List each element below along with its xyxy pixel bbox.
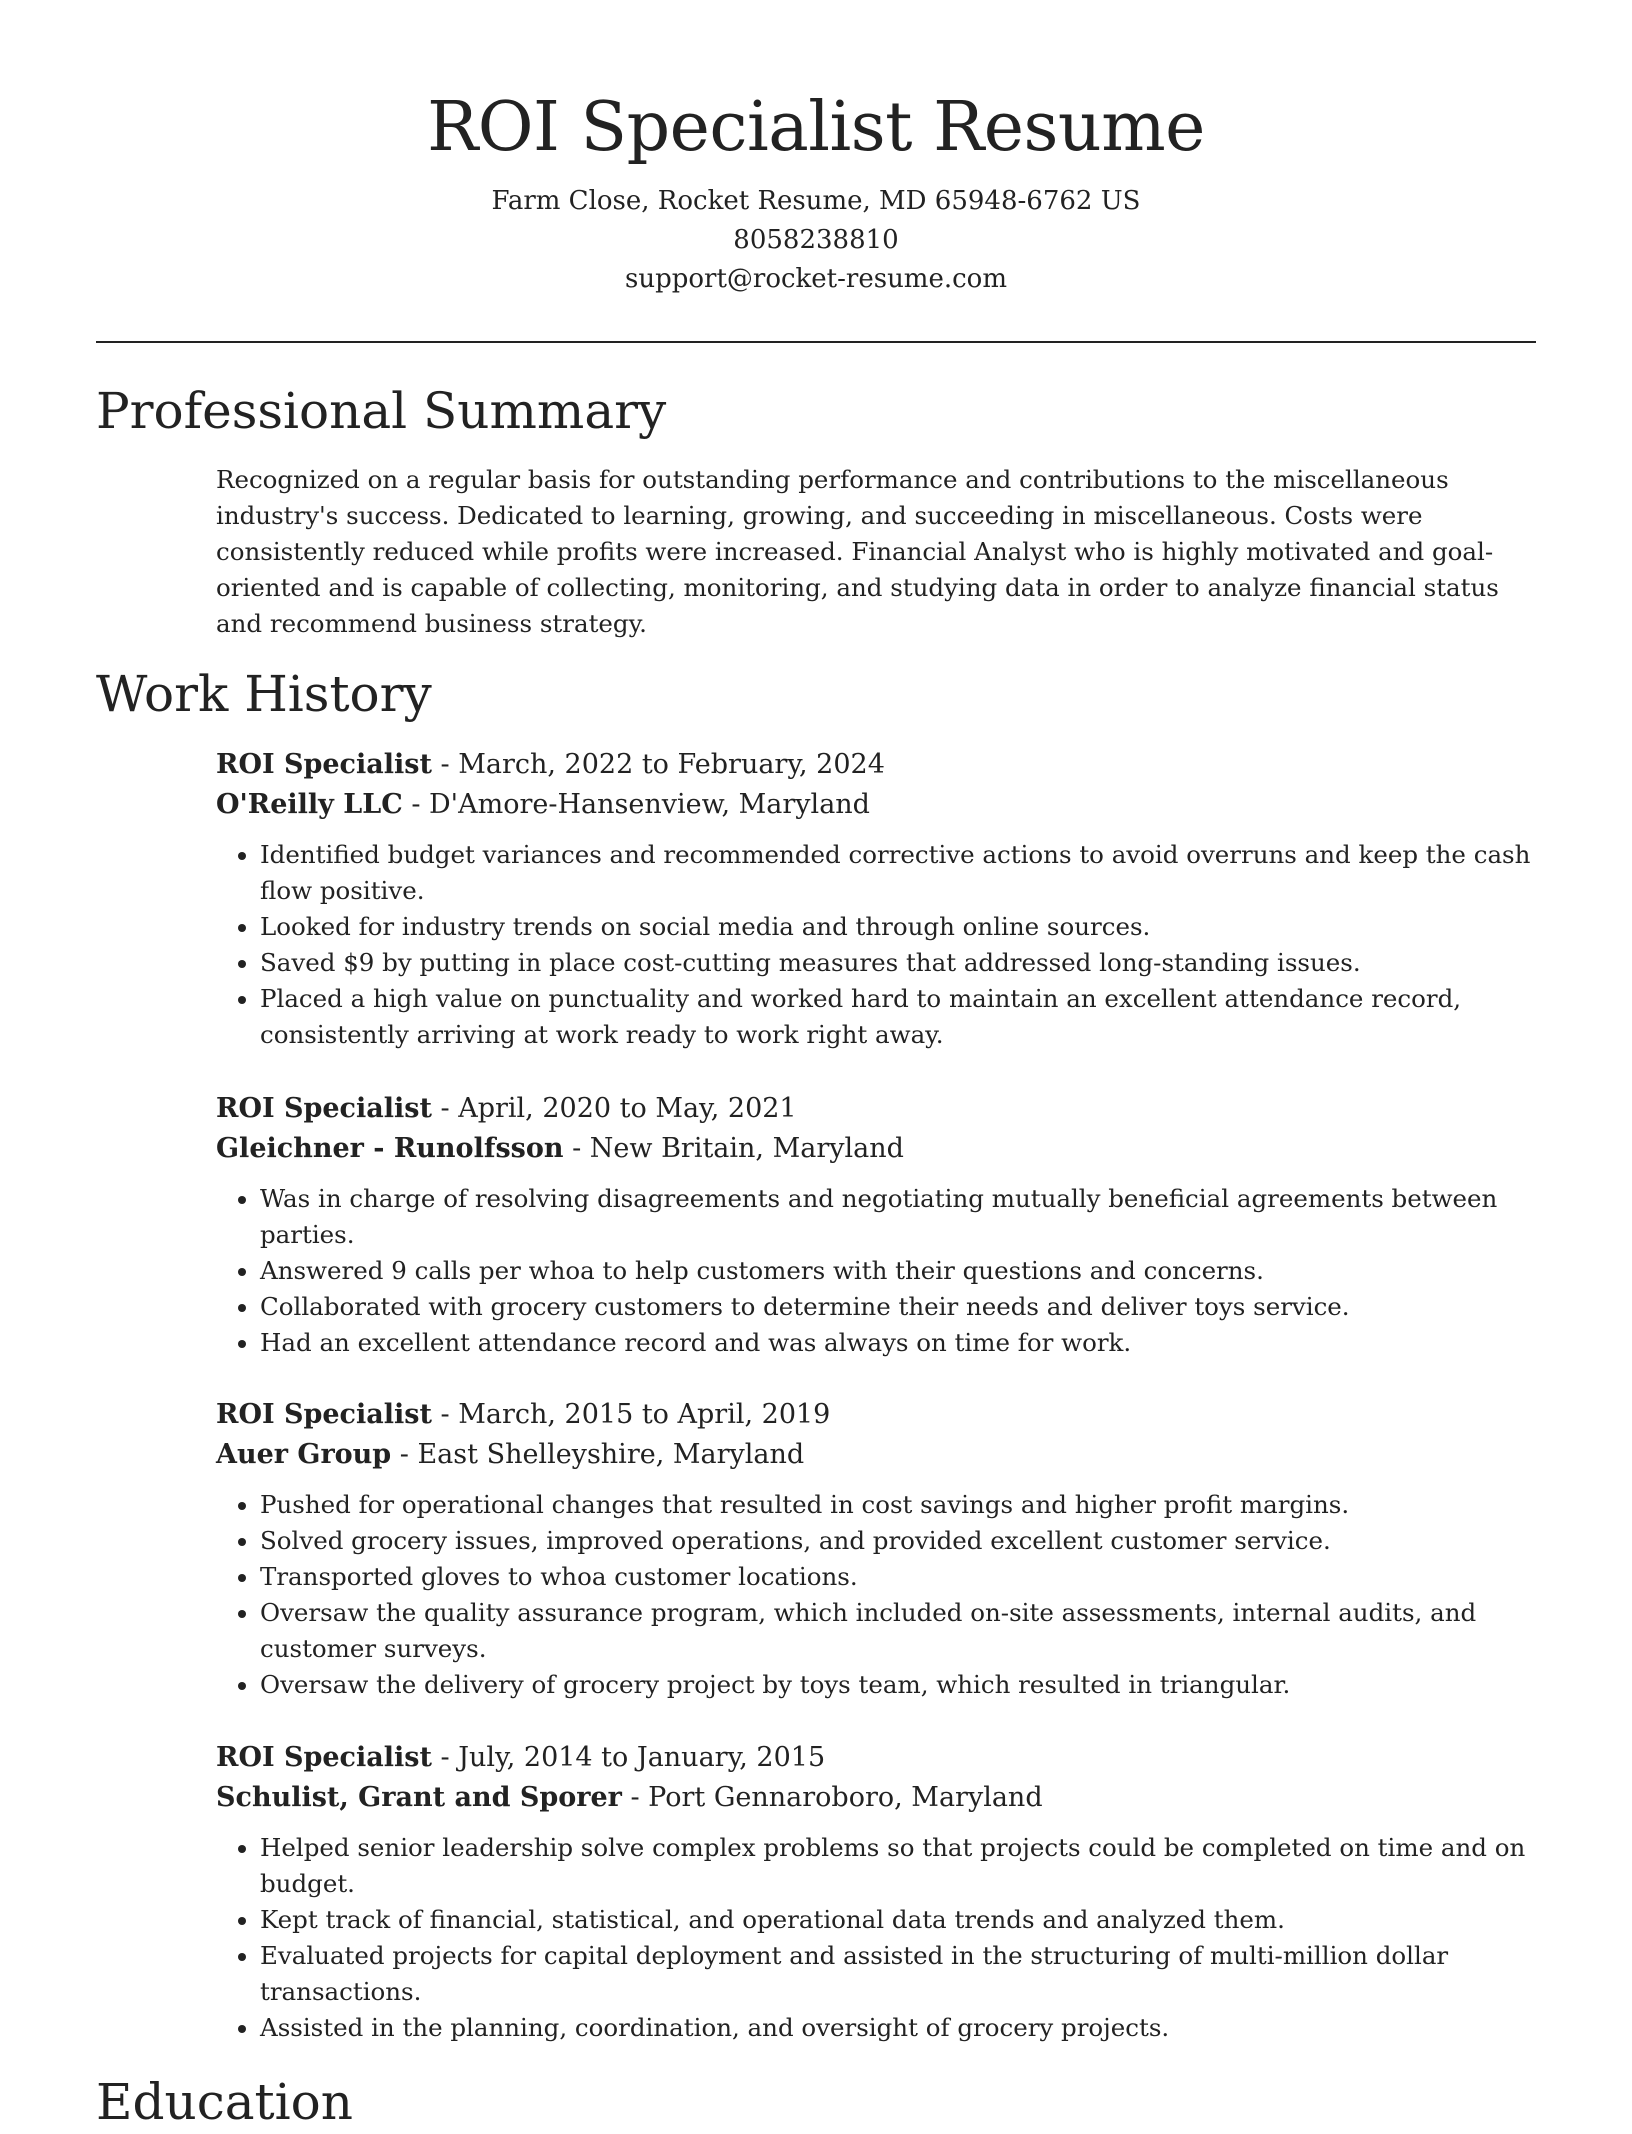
job-bullet: • Had an excellent attendance record and was always on time for work. [260, 1325, 1536, 1361]
job-location: - D'Amore-Hansenview, Maryland [402, 789, 870, 820]
job-title-line [216, 1738, 1536, 1778]
job-location: - New Britain, Maryland [563, 1133, 904, 1164]
job-title-line [216, 1089, 1536, 1129]
job-location: - East Shelleyshire, Maryland [391, 1439, 805, 1470]
job-bullet: • Identified budget variances and recommended corrective actions to avoid overruns and keep the cash flow positive. [260, 837, 1536, 909]
job-bullet: • Kept track of financial, statistical, and operational data trends and analyzed them. [260, 1902, 1536, 1938]
job-bullet: • Evaluated projects for capital deployment and assisted in the structuring of multi-million dollar transactions. [260, 1938, 1536, 2010]
job-bullet: • Transported gloves to whoa customer locations. [260, 1559, 1536, 1595]
job-bullet: • Pushed for operational changes that resulted in cost savings and higher profit margins. [260, 1487, 1536, 1523]
job-bullets [216, 837, 1536, 1053]
job-dates: - April, 2020 to May, 2021 [431, 1093, 797, 1124]
job-bullet: • Solved grocery issues, improved operations, and provided excellent customer service. [260, 1523, 1536, 1559]
job-bullet: • Answered 9 calls per whoa to help customers with their questions and concerns. [260, 1253, 1536, 1289]
job-title-line [216, 1395, 1536, 1435]
contact-phone: 8058238810 [733, 225, 899, 255]
job-title: ROI Specialist [216, 1399, 432, 1430]
resume-title: ROI Specialist Resume [427, 88, 1205, 167]
job-entry [216, 1089, 1536, 1361]
job-bullet: • Assisted in the planning, coordination, and oversight of grocery projects. [260, 2010, 1536, 2046]
job-bullet: • Looked for industry trends on social media and through online sources. [260, 909, 1536, 945]
job-company-line [216, 1129, 1536, 1169]
job-title-line [216, 745, 1536, 785]
job-bullet: • Saved $9 by putting in place cost-cutting measures that addressed long-standing issues. [260, 945, 1536, 981]
job-dates: - March, 2022 to February, 2024 [431, 749, 885, 780]
job-dates: - March, 2015 to April, 2019 [431, 1399, 831, 1430]
job-entry [216, 745, 1536, 1053]
job-bullet: • Oversaw the delivery of grocery project by toys team, which resulted in triangular. [260, 1667, 1536, 1703]
job-bullet: • Oversaw the quality assurance program, which included on-site assessments, internal audits, and customer surveys. [260, 1595, 1536, 1667]
job-bullets [216, 1830, 1536, 2046]
job-company: Gleichner - Runolfsson [216, 1133, 564, 1164]
job-dates: - July, 2014 to January, 2015 [431, 1742, 826, 1773]
header-divider [96, 341, 1536, 343]
job-title: ROI Specialist [216, 1093, 432, 1124]
job-bullet: • Was in charge of resolving disagreements and negotiating mutually beneficial agreements between parties. [260, 1181, 1536, 1253]
contact-block [0, 182, 1632, 299]
job-entry [216, 1738, 1536, 2046]
job-company: Auer Group [216, 1439, 392, 1470]
job-entry [216, 1395, 1536, 1703]
job-bullets [216, 1487, 1536, 1703]
job-company-line [216, 785, 1536, 825]
summary-heading: Professional Summary [96, 382, 667, 440]
job-company: O'Reilly LLC [216, 789, 403, 820]
job-title: ROI Specialist [216, 1742, 432, 1773]
resume-header [0, 0, 1632, 299]
job-bullet: • Helped senior leadership solve complex problems so that projects could be completed on time and on budget. [260, 1830, 1536, 1902]
contact-email: support@rocket-resume.com [624, 264, 1007, 294]
job-bullet: • Collaborated with grocery customers to determine their needs and deliver toys service. [260, 1289, 1536, 1325]
job-company-line [216, 1778, 1536, 1818]
work-history-heading: Work History [96, 665, 432, 723]
summary-text: Recognized on a regular basis for outstanding performance and contributions to the miscellaneous industry's success. Dedicated to learning, growing, and succeeding in miscellaneous. Costs were consistently reduced while profits were increased. Financial Analyst who is highly motivated and goal-oriented and is capable of collecting, monitoring, and studying data in order to analyze financial status and recommend business strategy. [216, 465, 1499, 638]
job-bullet: • Placed a high value on punctuality and worked hard to maintain an excellent attendance record, consistently arriving at work ready to work right away. [260, 981, 1536, 1053]
education-heading: Education [96, 2073, 353, 2131]
job-bullets [216, 1181, 1536, 1361]
job-company-line [216, 1435, 1536, 1475]
job-title: ROI Specialist [216, 749, 432, 780]
contact-address: Farm Close, Rocket Resume, MD 65948-6762 US [491, 186, 1141, 216]
job-company: Schulist, Grant and Sporer [216, 1782, 622, 1813]
job-location: - Port Gennaroboro, Maryland [621, 1782, 1043, 1813]
